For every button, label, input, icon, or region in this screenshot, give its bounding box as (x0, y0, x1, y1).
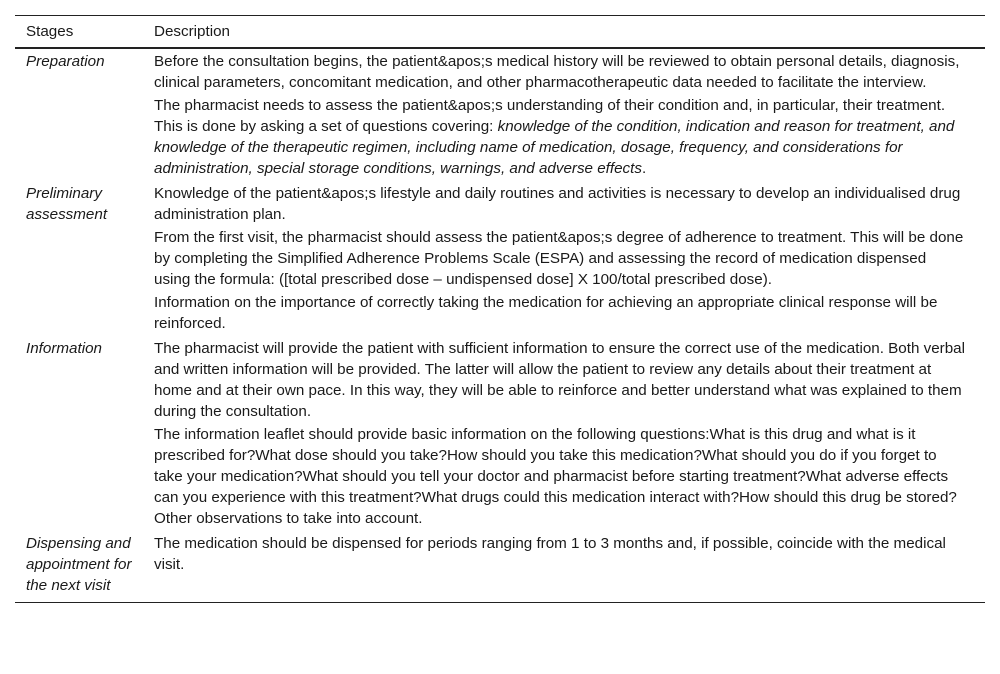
table-row (15, 50, 985, 181)
header-description: Description (154, 23, 230, 40)
description-paragraph (154, 95, 965, 179)
stages-table (15, 15, 985, 603)
header-stages: Stages (26, 23, 74, 40)
description-cell (143, 182, 985, 336)
description-paragraph: The medication should be dispensed for periods ranging from 1 to 3 months and, if possible, coincide with the medical visit. (154, 535, 946, 573)
description-paragraph: Information on the importance of correctly taking the medication for achieving an appropriate clinical response will be reinforced. (154, 294, 938, 332)
table-bottom-rule (15, 602, 985, 603)
table-row (15, 337, 985, 531)
paragraph-italic-text: knowledge of the condition, indication and reason for treatment, and knowledge of the therapeutic regimen, including name of medication, dosage, frequency, and considerations for administration, special storage conditions, warnings, and adverse effects (154, 118, 955, 177)
description-cell (143, 532, 985, 596)
description-paragraph: Before the consultation begins, the patient&apos;s medical history will be reviewed to obtain personal details, diagnosis, clinical parameters, concomitant medication, and other pharmacotherapeutic data needed to facilitate the interview. (154, 53, 960, 91)
description-paragraph: From the first visit, the pharmacist should assess the patient&apos;s degree of adherence to treatment. This will be done by completing the Simplified Adherence Problems Scale (ESPA) and assessing the record of medication dispensed using the formula: ([total prescribed dose – undispensed dose] X 100/total prescribed dose). (154, 229, 964, 288)
stage-cell: Preliminary assessment (26, 185, 108, 223)
table-header-rule (15, 47, 985, 49)
table-row (15, 182, 985, 336)
description-cell (143, 337, 985, 531)
description-paragraph: The information leaflet should provide basic information on the following questions:What is this drug and what is it prescribed for?What dose should you take?How should you take this medication?What should you do if you forget to take your medication?What should you tell your doctor and pharmacist before starting treatment?What adverse effects can you experience with this treatment?What drugs could this medication interact with?How should this drug be stored?Other observations to take into account. (154, 426, 957, 527)
description-paragraph: The pharmacist will provide the patient with sufficient information to ensure the correct use of the medication. Both verbal and written information will be provided. The latter will allow the patient to review any details about their treatment at home and at their own pace. In this way, they will be able to reinforce and better understand what was explained to them during the consultation. (154, 340, 965, 420)
description-cell (143, 50, 985, 181)
stage-cell: Information (26, 340, 102, 357)
table-header (15, 16, 985, 47)
stage-cell: Preparation (26, 53, 105, 70)
stage-cell: Dispensing and appointment for the next visit (26, 535, 132, 594)
paragraph-tail: . (641, 160, 647, 177)
description-paragraph: Knowledge of the patient&apos;s lifestyle and daily routines and activities is necessary to develop an individualised drug administration plan. (154, 185, 961, 223)
paragraph-text: The pharmacist needs to assess the patient&apos;s understanding of their condition and, in particular, their treatment. This is done by asking a set of questions covering: (154, 97, 946, 135)
table-row (15, 532, 985, 596)
